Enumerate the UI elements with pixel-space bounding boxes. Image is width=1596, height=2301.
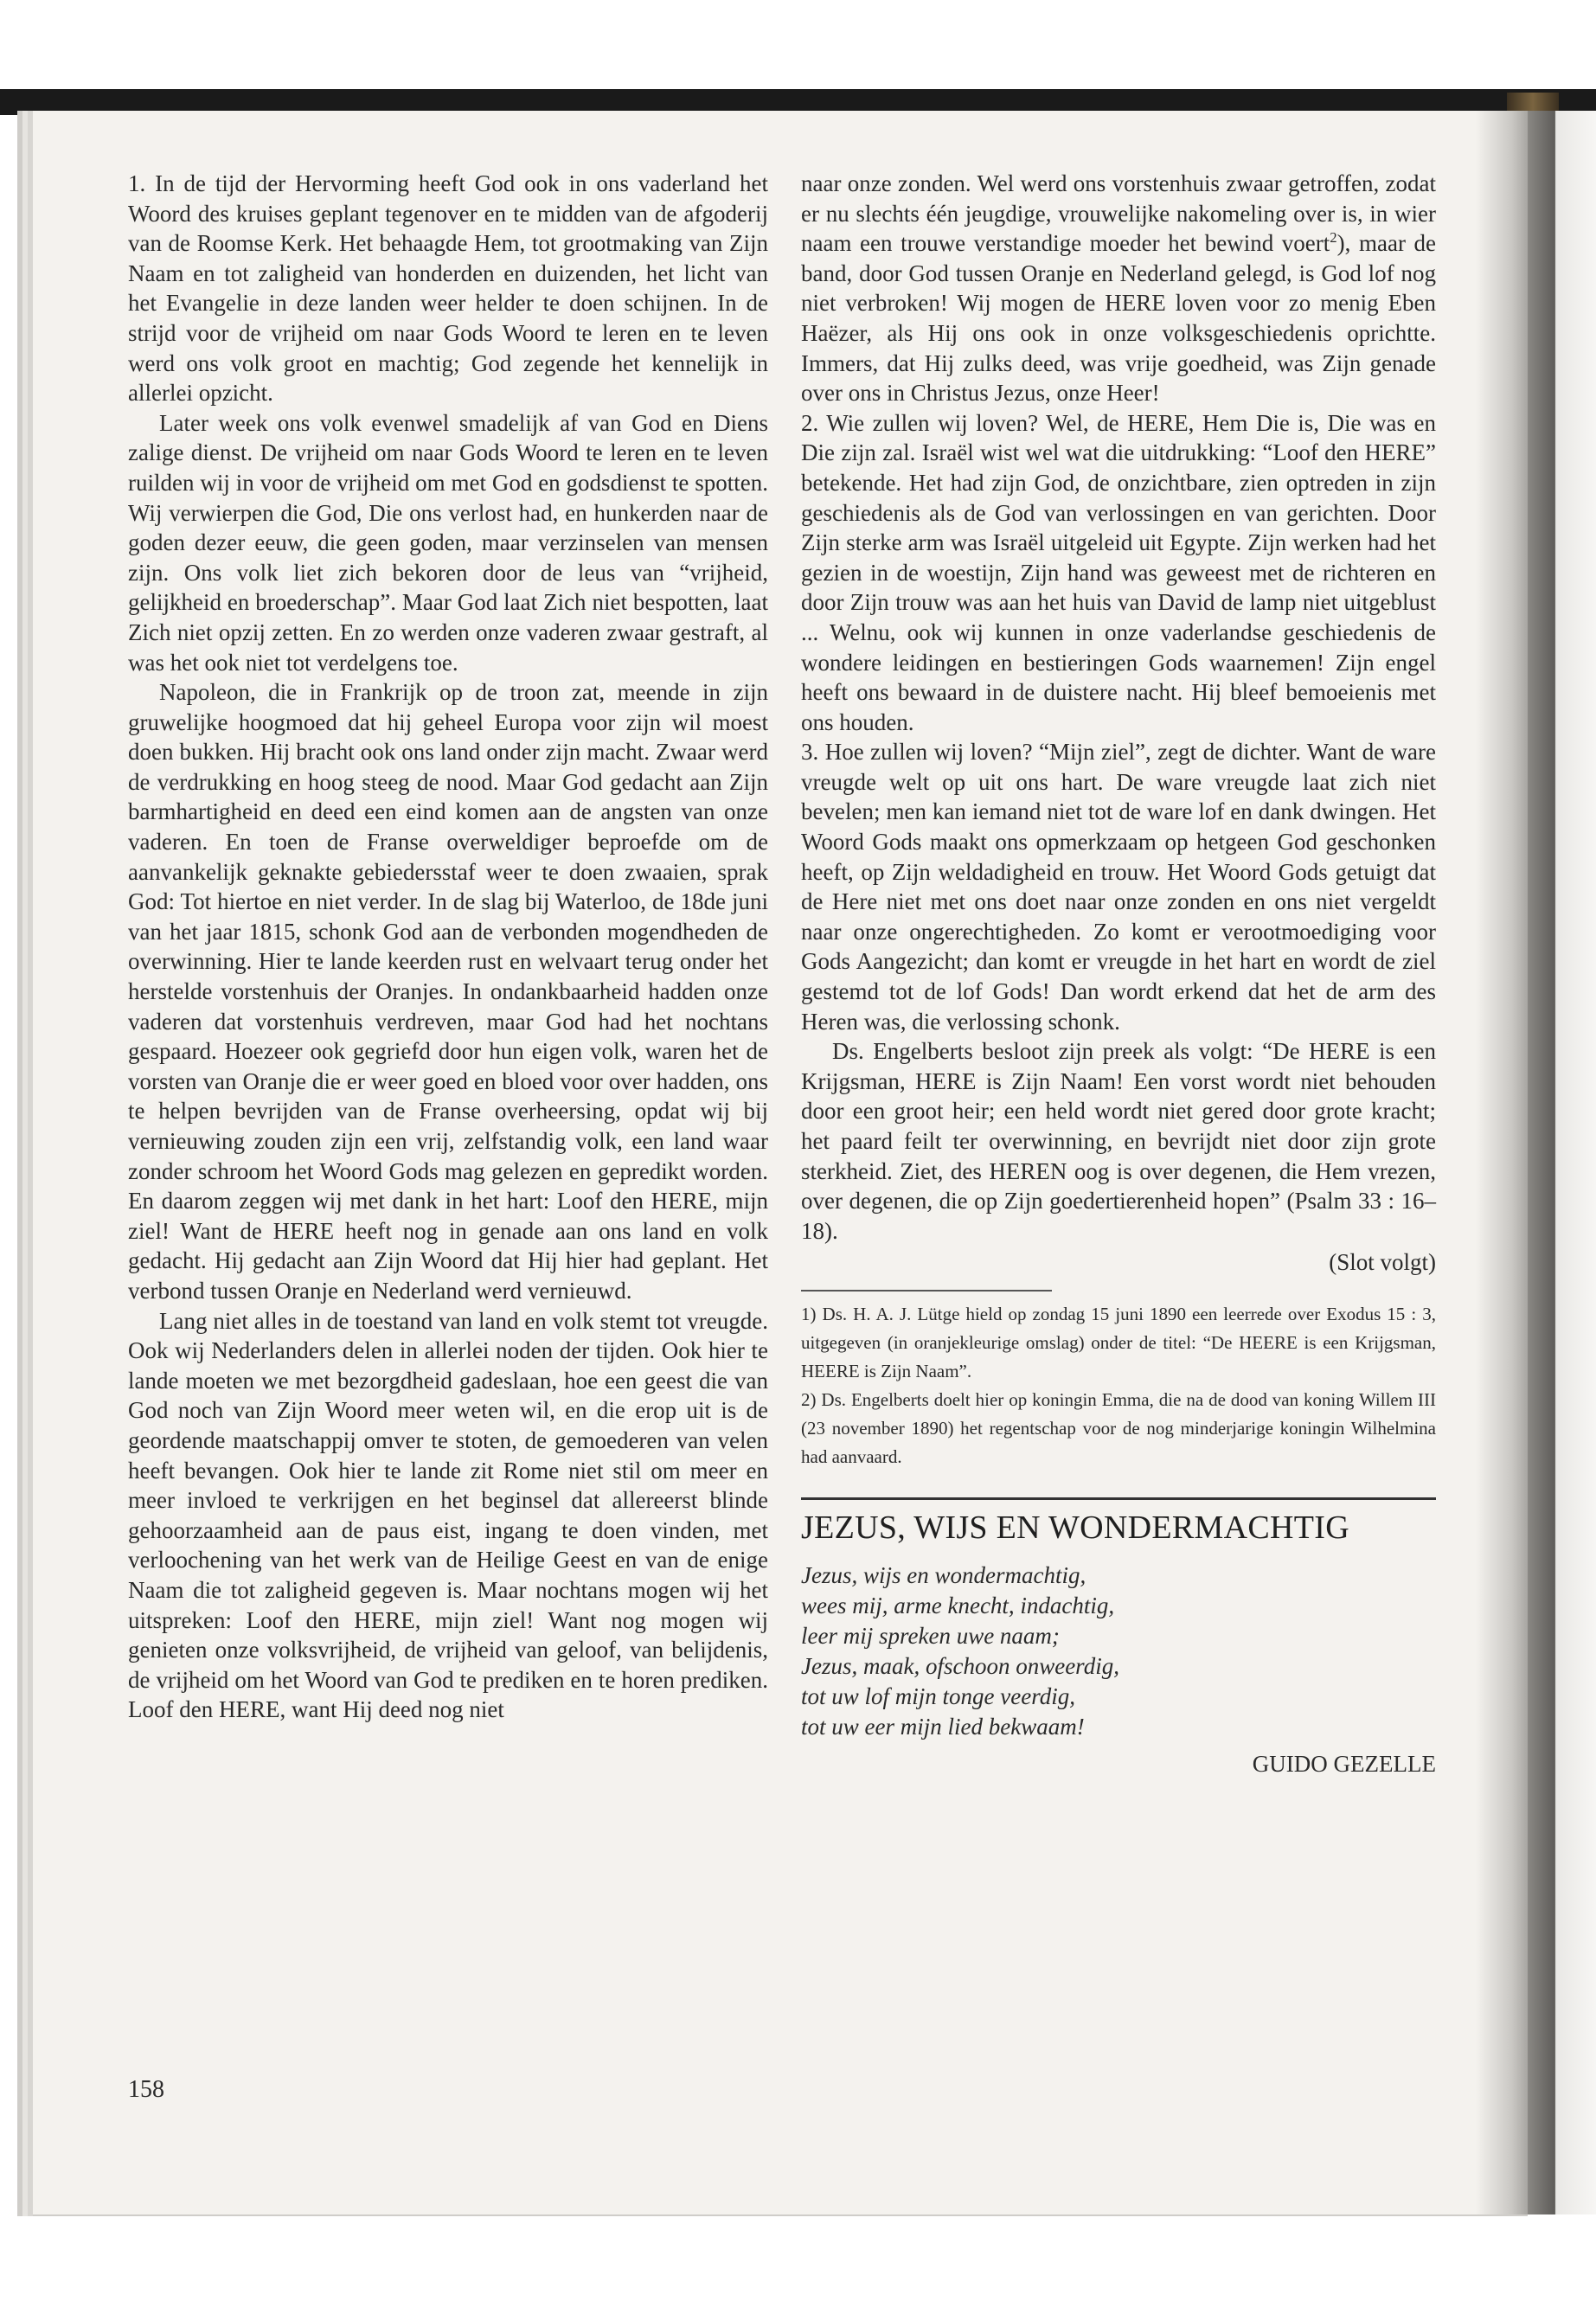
poem xyxy=(801,1561,1436,1742)
paragraph-7: 3. Hoe zullen wij loven? “Mijn ziel”, zegt de dichter. Want de ware vreugde welt op uit ons hart. De ware vreugde laat zich niet bevelen; men kan iemand niet tot de ware lof en dank dwingen. Het Woord Gods maakt ons opmerkzaam op hetgeen God geschonken heeft, op Zijn weldadigheid en trouw. Het Woord Gods getuigt dat de Here niet met ons doet naar onze zonden en ons niet vergeldt naar onze ongerechtigheden. Zo komt er verootmoediging voor Gods Aangezicht; dan komt er vreugde in het hart en wordt de ziel gestemd tot de lof Gods! Dan wordt erkend dat het de arm des Heren was, die verlossing schonk. xyxy=(801,739,1436,1035)
poem-line: Jezus, wijs en wondermachtig, xyxy=(801,1561,1086,1588)
poem-line: Jezus, maak, ofschoon onweerdig, xyxy=(801,1652,1119,1679)
slot-volgt: (Slot volgt) xyxy=(1329,1249,1436,1276)
book-spine-edge xyxy=(1528,111,1596,2214)
poem-author: GUIDO GEZELLE xyxy=(1252,1750,1436,1777)
paragraph-3: Napoleon, die in Frankrijk op de troon zat, meende in zijn gruwelijke hoogmoed dat hij geheel Europa voor zijn wil moest doen bukken. Hij bracht ook ons land onder zijn macht. Zwaar werd de verdrukking en hoog steeg de nood. Maar God gedacht aan Zijn barmhartigheid en deed een eind komen aan de angsten van onze vaderen. En toen de Franse overweldiger beproefde om de aanvankelijk geknakte gebiedersstaf weer te doen zwaaien, sprak God: Tot hiertoe en niet verder. In de slag bij Waterloo, de 18de juni van het jaar 1815, schonk God aan de verbonden mogendheden de overwinning. Hier te lande keerden rust en welvaart terug onder het herstelde vorstenhuis der Oranjes. In ondankbaarheid hadden onze vaderen dat vorstenhuis verdreven, maar God had het nochtans gespaard. Hoezeer ook gegriefd door hun eigen volk, waren het de vorsten van Oranje die er weer goed en bloed voor over hadden, ons te helpen bevrijden van de Franse overheersing, opdat wij bij vernieuwing zouden zijn een vrij, zelfstandig volk, een land waar zonder schroom het Woord Gods mag gelezen en gepredikt worden. En daarom zeggen wij met dank in het hart: Loof den HERE, mijn ziel! Want de HERE heeft nog in genade aan ons land en volk gedacht. Hij gedacht aan Zijn Woord dat Hij hier had geplant. Het verbond tussen Oranje en Nederland werd vernieuwd. xyxy=(128,679,768,1304)
paragraph-5 xyxy=(801,169,1436,408)
poem-line: wees mij, arme knecht, indachtig, xyxy=(801,1592,1115,1618)
page-gutter-shadow xyxy=(1476,111,1528,2214)
footnote-2: 2) Ds. Engelberts doelt hier op koningin Emma, die na de dood van koning Willem III (23 november 1890) het regentschap voor de nog minderjarige koningin Wilhelmina had aanvaard. xyxy=(801,1388,1436,1467)
paragraph-1: 1. In de tijd der Hervorming heeft God ook in ons vaderland het Woord des kruises geplant tegenover en te midden van de afgoderij van de Roomse Kerk. Het behaagde Hem, tot grootmaking van Zijn Naam en tot zaligheid van honderden en duizenden, het licht van het Evangelie in deze landen weer helder te doen schijnen. In de strijd voor de vrijheid om naar Gods Woord te leren en te leven werd ons volk groot en machtig; God zegende het kennelijk in allerlei opzicht. xyxy=(128,170,768,407)
right-column xyxy=(801,169,1436,1779)
paragraph-2: Later week ons volk evenwel smadelijk af van God en Diens zalige dienst. De vrijheid om naar Gods Woord te leren en te leven ruilden wij in voor de vrijheid om met God en godsdienst te spotten. Wij verwierpen die God, Die ons verlost had, en hunkerden naar de goden dezer eeuw, die geen goden, maar verzinselen van mensen zijn. Ons volk liet zich bekoren door de leus van “vrijheid, gelijkheid en broederschap”. Maar God laat Zich niet bespotten, laat Zich niet opzij zetten. En zo werden onze vaderen zwaar gestraft, al was het ook niet tot verdelgens toe. xyxy=(128,409,768,676)
poem-line: tot uw lof mijn tonge veerdig, xyxy=(801,1682,1075,1709)
paragraph-5-text-a: naar onze zonden. Wel werd ons vorstenhuis zwaar getroffen, zodat er nu slechts één jeugdige, vrouwelijke nakomeling over is, in wier naam een trouwe verstandige moeder het bewind voert xyxy=(801,170,1436,257)
left-column xyxy=(128,169,768,1725)
footnote-1: 1) Ds. H. A. J. Lütge hield op zondag 15 juni 1890 een leerrede over Exodus 15 : 3, uitgegeven (in oranjekleurige omslag) onder de titel: “De HEERE is een Krijgsman, HEERE is Zijn Naam”. xyxy=(801,1303,1436,1381)
poem-line: leer mij spreken uwe naam; xyxy=(801,1622,1060,1649)
paragraph-4: Lang niet alles in de toestand van land en volk stemt tot vreugde. Ook wij Nederlanders delen in allerlei noden der tijden. Ook hier te lande moeten we met bezorgdheid gadeslaan, hoe een geest die van God noch van Zijn Woord meer weten wil, en die erop uit is de geordende maatschappij omver te stoten, de gemoederen van velen heeft bevangen. Ook hier te lande zit Rome niet stil om meer en meer invloed te verkrijgen en het beginsel dat allereerst blinde gehoorzaamheid aan de paus eist, ingang te doen vinden, met verloochening van het werk van de Heilige Geest en van de enige Naam die tot zaligheid gegeven is. Maar nochtans mogen wij het uitspreken: Loof den HERE, mijn ziel! Want nog mogen wij genieten onze volksvrijheid, de vrijheid van geloof, van belijdenis, de vrijheid om het Woord van God te prediken en te horen prediken. Loof den HERE, want Hij deed nog niet xyxy=(128,1307,768,1723)
footnote-ref-2: 2 xyxy=(1330,229,1337,247)
page-number: 158 xyxy=(128,2076,164,2103)
paragraph-8: Ds. Engelberts besloot zijn preek als volgt: “De HERE is een Krijgsman, HERE is Zijn Naam! Een vorst wordt niet behouden door een groot heir; een held wordt niet gered door grote kracht; het paard feilt ter overwinning, en bevrijdt niet door zijn grote sterkheid. Ziet, des HEREN oog is over degenen, die Hem vrezen, over degenen, die op Zijn goedertierenheid hopen” (Psalm 33 : 16–18). xyxy=(801,1038,1436,1244)
poem-title: JEZUS, WIJS EN WONDERMACHTIG xyxy=(801,1509,1349,1546)
footnote-divider xyxy=(801,1290,1052,1292)
footnotes xyxy=(801,1300,1436,1471)
paragraph-6: 2. Wie zullen wij loven? Wel, de HERE, Hem Die is, Die was en Die zijn zal. Israël wist wel wat die uitdrukking: “Loof den HERE” betekende. Het had zijn God, de onzichtbare, zien optreden in zijn geschiedenis als de God van verlossingen en van gerichten. Door Zijn sterke arm was Israël uitgeleid uit Egypte. Zijn werken had het gezien in de woestijn, Zijn hand was geweest met de richteren en door Zijn trouw was aan het huis van David de lamp niet uitgeblust ... Welnu, ook wij kunnen in onze vaderlandse geschiedenis de wondere leidingen en bestieringen Gods waarnemen! Zijn engel heeft ons bewaard in de duistere nacht. Hij bleef bemoeienis met ons houden. xyxy=(801,409,1436,735)
poem-divider xyxy=(801,1497,1436,1500)
binding-edge-mark xyxy=(1507,93,1559,112)
paragraph-5-text-b: ), maar de band, door God tussen Oranje en Nederland gelegd, is God lof nog niet verbroken! Wij mogen de HERE loven voor zo menig Eben Haëzer, als Hij ons ook in onze volksgeschiedenis oprichtte. Immers, dat Hij zulks deed, was vrije goedheid, was Zijn genade over ons in Christus Jezus, onze Heer! xyxy=(801,230,1437,407)
poem-line: tot uw eer mijn lied bekwaam! xyxy=(801,1713,1085,1740)
